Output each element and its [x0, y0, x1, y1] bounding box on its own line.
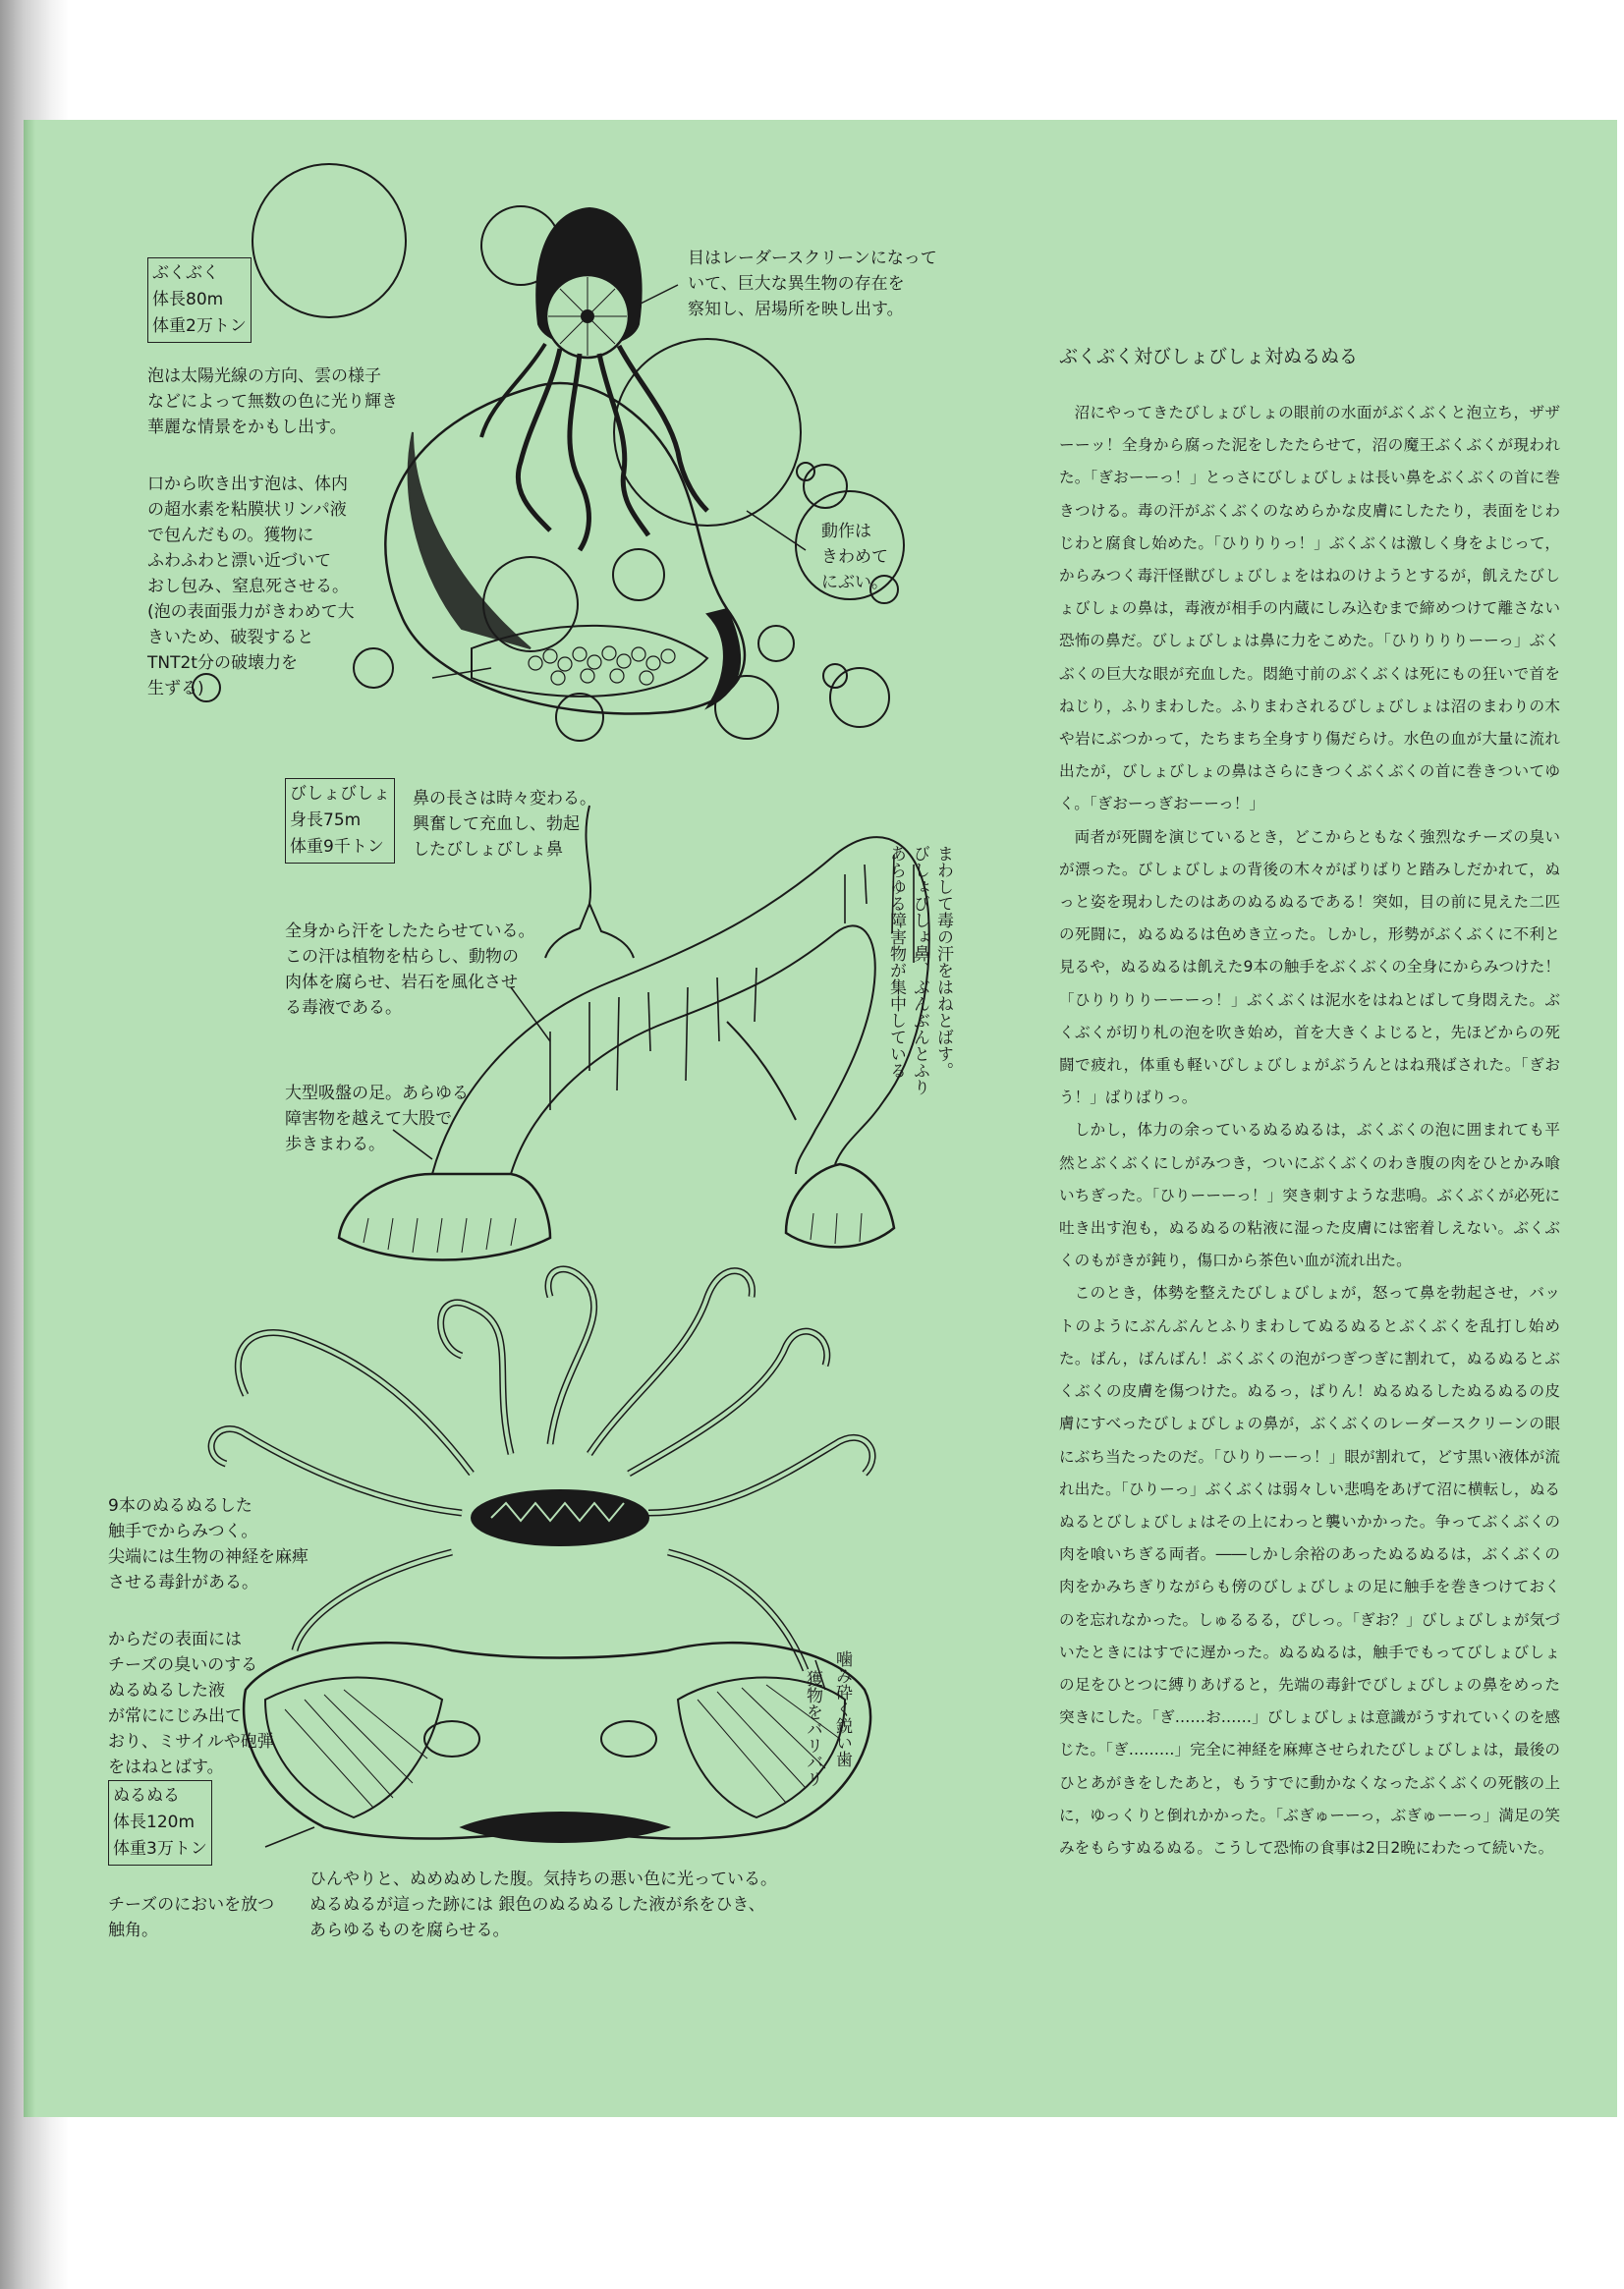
nurunuru-tentacle-note: 9本のぬるぬるした 触手でからみつく。 尖端には生物の神経を麻痺 させる毒針がある。 [108, 1496, 308, 1592]
bishobisho-nose-note: 鼻の長さは時々変わる。 興奮して充血し、勃起 したびしょびしょ鼻 [413, 789, 596, 860]
article-paragraph-4: このとき，体勢を整えたびしょびしょが，怒って鼻を勃起させ，バットのようにぶんぶんとふりまわしてぬるぬるとぶくぶくを乱打し始めた。ばん，ばんばん！ぶくぶくの泡がつぎつぎに割れて，ぬるぬるとぶくぶくの皮膚を傷つけた。ぬるっ，ばりん！ぬるぬるしたぬるぬるの皮膚にすべったびしょびしょの鼻が，ぶくぶくのレーダースクリーンの眼にぶち当たったのだ。「ひりりーーっ！」眼が割れて，どす黒い液体が流れ出た。「ひりーっ」ぶくぶくは弱々しい悲鳴をあげて沼に横転し，ぬるぬるとびしょびしょはその上にわっと襲いかかった。争ってぶくぶくの肉を喰いちぎる両者。――しかし余裕のあったぬるぬるは，ぶくぶくの肉をかみちぎりながらも傍のびしょびしょの足に触手を巻きつけておくのを忘れなかった。しゅるるる，ぴしっ。「ぎお？」びしょびしょが気づいたときにはすでに遅かった。ぬるぬるは，触手でもってびしょびしょの足をひとつに縛りあげると，先端の毒針でびしょびしょの鼻をめった突きにした。「ぎ……お……」びしょびしょは意識がうすれていくのを感じた。「ぎ………」完全に神経を麻痺させられたびしょびしょは，最後のひとあがきをしたあと，もうすでに動かなくなったぶくぶくの死骸の上に，ゆっくりと倒れかかった。「ぶぎゅーーっ，ぶぎゅーーっ」満足の笑みをもらすぬるぬる。こうして恐怖の食事は2日2晩にわたって続いた。 [1059, 1284, 1560, 1857]
nurunuru-surface-note: からだの表面には チーズの臭いのする ぬるぬるした液 が常ににじみ出て おり、ミサイルや砲弾 をはねとばす。 [108, 1630, 274, 1777]
bukubuku-motion-note: 動作は きわめて にぶい。 [821, 522, 888, 592]
bishobisho-sweat-note: 全身から汗をしたたらせている。 この汗は植物を枯らし、動物の 肉体を腐らせ、岩石を風化させ る毒液である。 [285, 921, 535, 1018]
article-paragraph-2: 両者が死闘を演じているとき，どこからともなく強烈なチーズの臭いが漂った。びしょびしょの背後の木々がばりばりと踏みしだかれて，ぬっと姿を現わしたのはあのぬるぬるである！突如，目の前に見えた二匹の死闘に，ぬるぬるは色めき立った。しかし，形勢がぶくぶくに不利と見るや，ぬるぬるは飢えた9本の触手をぶくぶくの全身にからみつけた！「ひりりりりーーーっ！」ぶくぶくは泥水をはねとばして身悶えた。ぶくぶくが切り札の泡を吹き始め，首を大きくよじると，先ほどからの死闘で疲れ，体重も軽いびしょびしょがぶうんとはね飛ばされた。「ぎおう！」ばりばりっ。 [1059, 827, 1560, 1107]
bukubuku-label-box: ぶくぶく 体長80m 体重2万トン [147, 257, 252, 343]
bukubuku-mouth-note: 口から吹き出す泡は、体内 の超水素を粘膜状リンパ液 で包んだもの。獲物に ふわふわと漂い近づいて おし包み、窒息死させる。 (泡の表面張力がきわめて大 きいため、破裂すると TNT2t分の破壊力を 生ずる) [147, 475, 355, 698]
article [1059, 344, 1560, 1865]
nurunuru-belly-note: ひんやりと、ぬめぬめした腹。気持ちの悪い色に光っている。 ぬるぬるが這った跡には 銀色のぬるぬるした液が糸をひき、 あらゆるものを腐らせる。 [309, 1870, 777, 1940]
bishobisho-label-box: びしょびしょ 身長75m 体重9千トン [285, 778, 395, 864]
nurunuru-drawing [211, 1269, 872, 1847]
nurunuru-label-box: ぬるぬる 体長120m 体重3万トン [108, 1780, 212, 1866]
nurunuru-prey-note: 獲物をバリバリ [803, 1670, 822, 1787]
bishobisho-drawing [339, 806, 929, 1260]
bishobisho-foot-note: 大型吸盤の足。あらゆる 障害物を越えて大股で 歩きまわる。 [285, 1084, 469, 1154]
bishobisho-vertical-note: まわして毒の汗をはねとばす。 びしょびしょ鼻、ぶんぶんとふり あらゆる障害物が集中している [886, 845, 953, 1095]
article-title: ぶくぶく対びしょびしょ対ぬるぬる [1059, 346, 1359, 367]
bukubuku-bubble-note: 泡は太陽光線の方向、雲の様子 などによって無数の色に光り輝き 華麗な情景をかもし出す。 [147, 366, 398, 437]
article-paragraph-1: 沼にやってきたびしょびしょの眼前の水面がぶくぶくと泡立ち，ザザーーッ！全身から腐った泥をしたたらせて，沼の魔王ぶくぶくが現われた。「ぎおーーっ！」とっさにびしょびしょは長い鼻をぶくぶくの首に巻きつける。毒の汗がぶくぶくのなめらかな皮膚にしたたり，表面をじわじわと腐食し始めた。「ひりりりっ！」ぶくぶくは激しく身をよじって，からみつく毒汗怪獣びしょびしょをはねのけようとするが，飢えたびしょびしょの鼻は，毒液が相手の内蔵にしみ込むまで締めつけて離さない恐怖の鼻だ。びしょびしょは鼻に力をこめた。「ひりりりりーーっ」ぶくぶくの巨大な眼が充血した。悶絶寸前のぶくぶくは死にもの狂いで首をねじり，ふりまわした。ふりまわされるびしょびしょは沼のまわりの木や岩にぶつかって，たちまち全身すり傷だらけ。水色の血が大量に流れ出たが，びしょびしょの鼻はさらにきつくぶくぶくの首に巻きついてゆく。「ぎおーっぎおーーっ！」 [1059, 404, 1560, 813]
article-paragraph-3: しかし，体力の余っているぬるぬるは，ぶくぶくの泡に囲まれても平然とぶくぶくにしがみつき，ついにぶくぶくのわき腹の肉をひとかみ喰いちぎった。「ひりーーーっ！」突き刺すような悲鳴。ぶくぶくが必死に吐き出す泡も，ぬるぬるの粘液に湿った皮膚には密着しえない。ぶくぶくのもがきが鈍り，傷口から茶色い血が流れ出た。 [1059, 1121, 1560, 1270]
nurunuru-teeth-note: 噛み砕く鋭い歯 [832, 1650, 852, 1767]
nurunuru-smell-note: チーズのにおいを放つ 触角。 [108, 1895, 275, 1940]
bukubuku-eye-note: 目はレーダースクリーンになって いて、巨大な異生物の存在を 察知し、居場所を映し出す。 [688, 249, 937, 319]
